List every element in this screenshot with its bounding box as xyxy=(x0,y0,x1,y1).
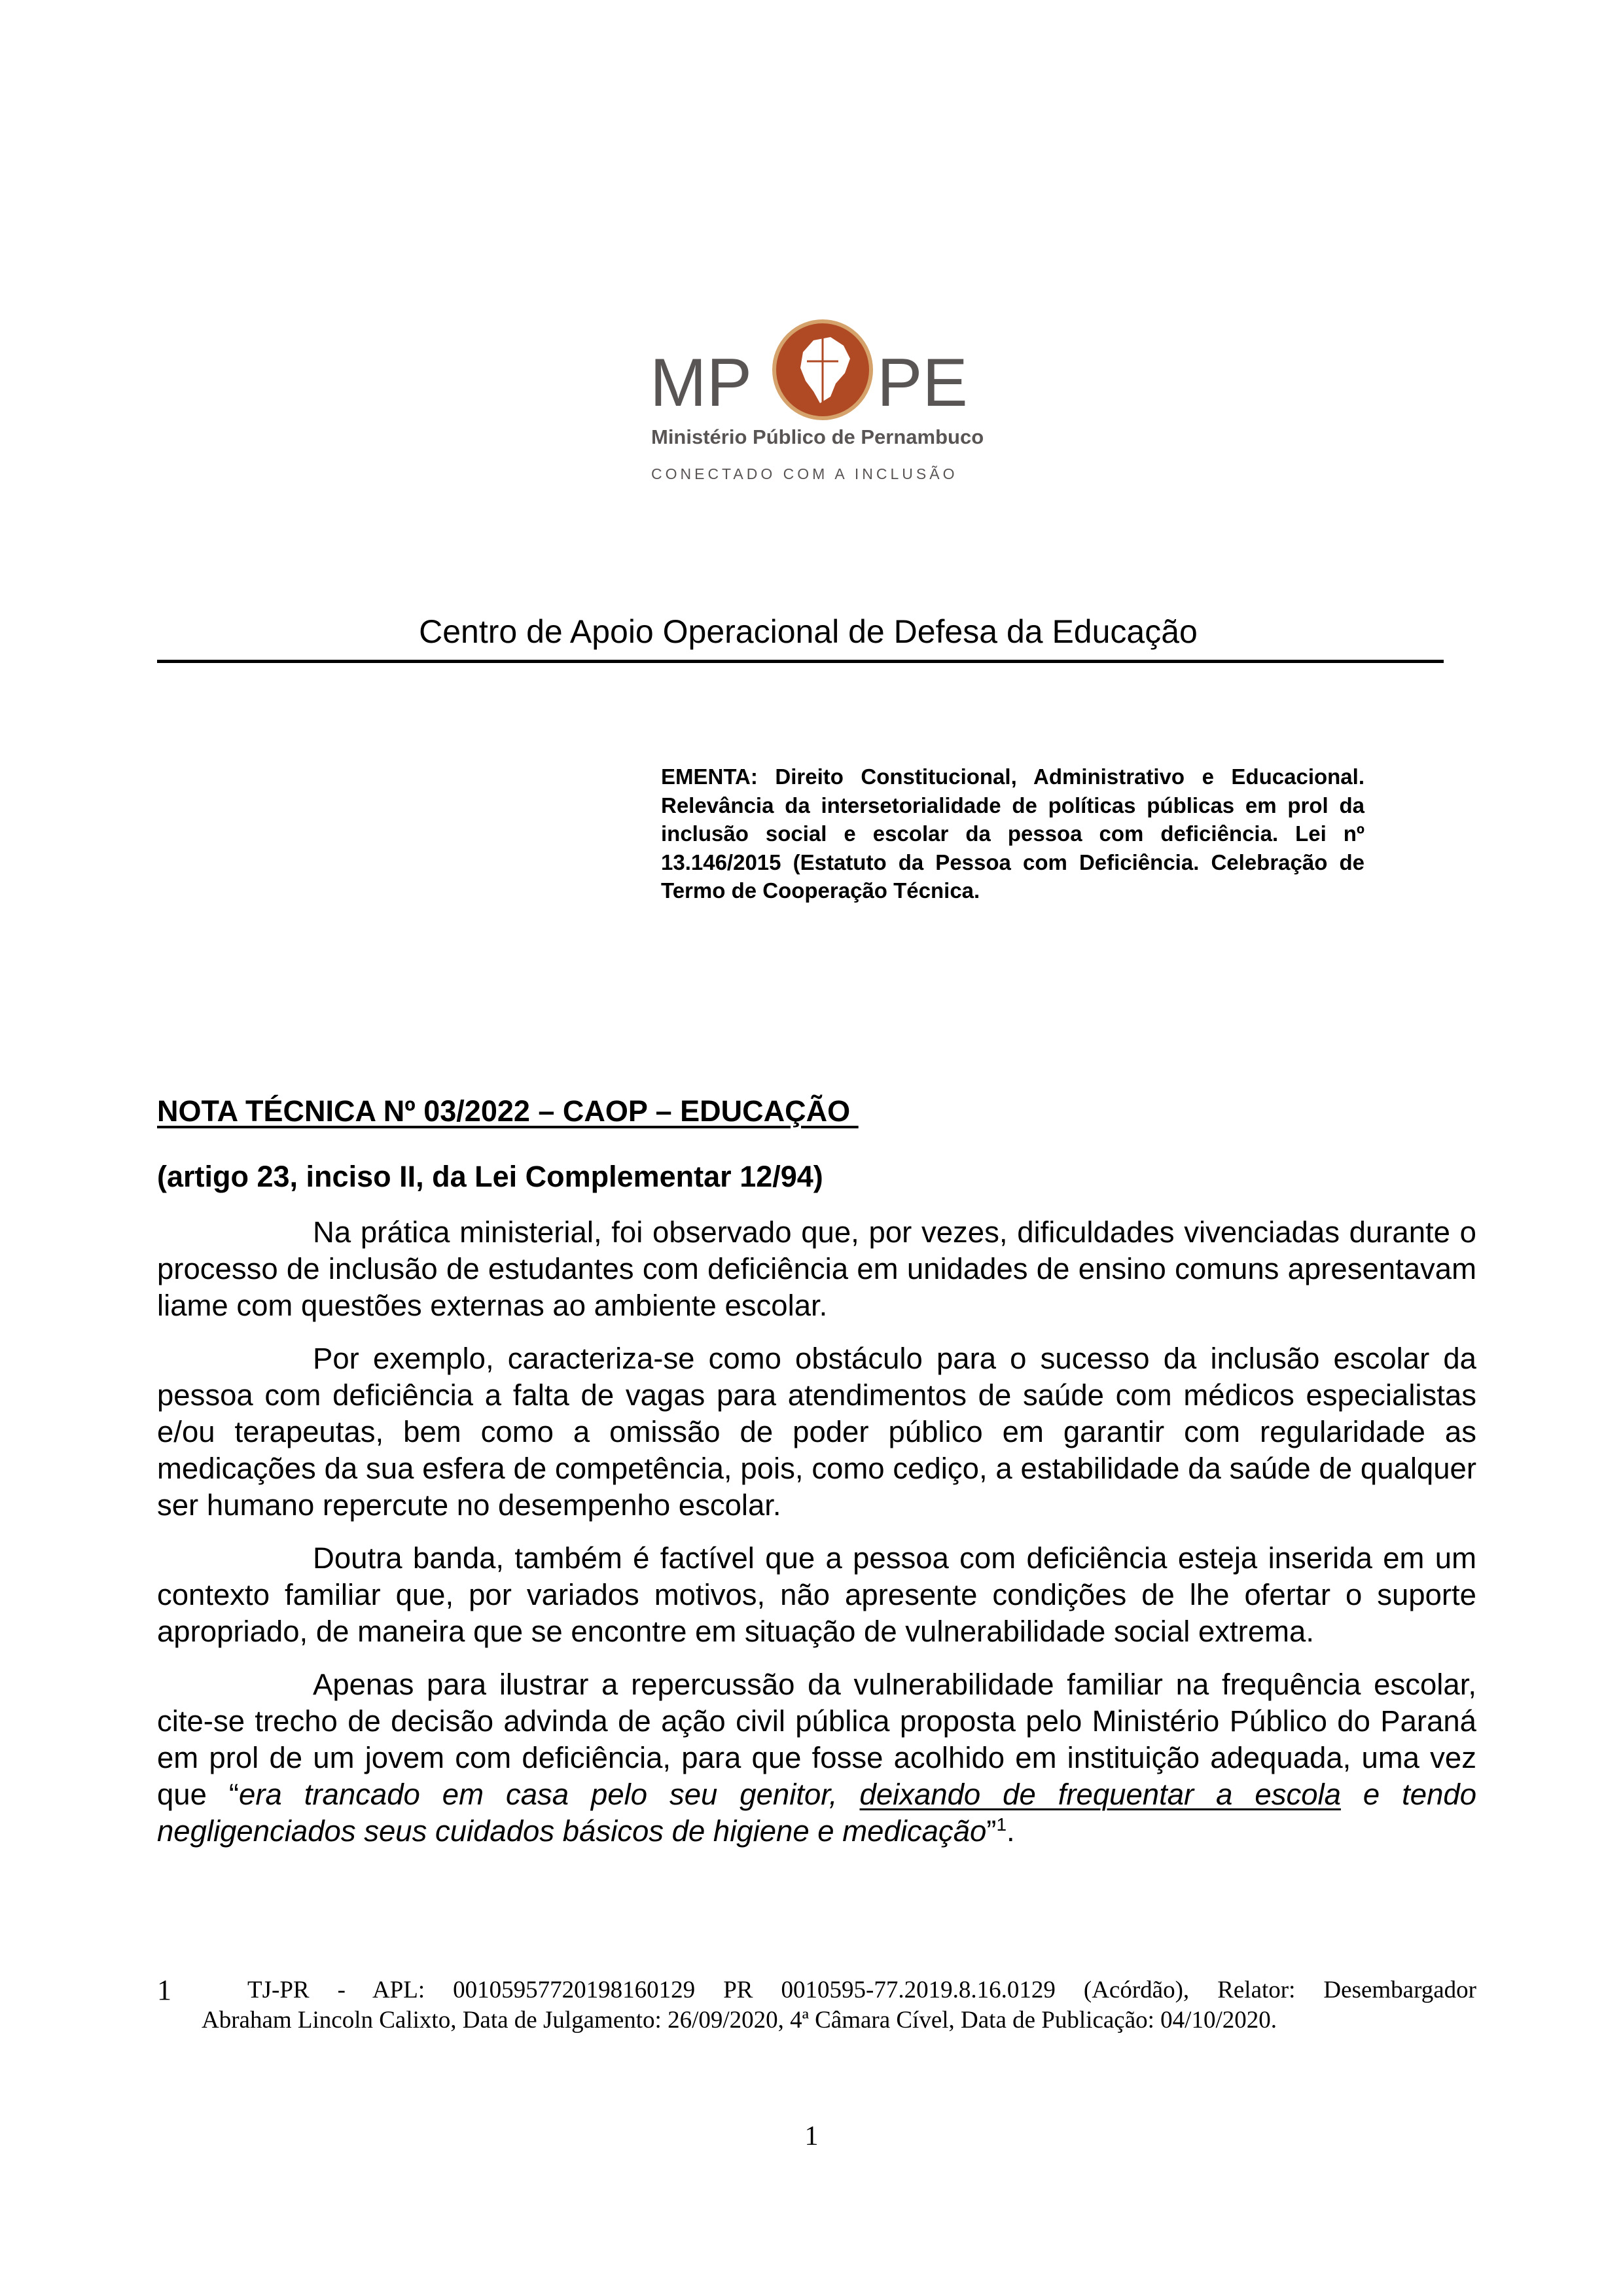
quote-close: ” xyxy=(986,1814,997,1848)
paragraph-1: Na prática ministerial, foi observado que, por vezes, dificuldades vivenciadas durante o processo de inclusão de estudantes com deficiência em unidades de ensino comuns apresentavam liame com questões externas ao ambiente escolar. xyxy=(157,1215,1476,1322)
page-number: 1 xyxy=(804,2121,819,2151)
ementa: EMENTA: Direito Constitucional, Administrativo e Educacional. Relevância da intersetorialidade de políticas públicas em prol da inclusão social e escolar da pessoa com deficiência. Lei nº 13.146/2015 (Estatuto da Pessoa com Deficiência. Celebração de Termo de Cooperação Técnica. xyxy=(661,764,1364,903)
footnote-number: 1 xyxy=(157,1974,171,2006)
nota-subtitle: (artigo 23, inciso II, da Lei Complementar 12/94) xyxy=(157,1160,823,1193)
title-divider xyxy=(157,660,1444,663)
quote-part-a: era trancado em casa pelo seu genitor, xyxy=(239,1778,860,1811)
paragraph-3: Doutra banda, também é factível que a pessoa com deficiência esteja inserida em um contexto familiar que, por variados motivos, não apresente condições de lhe ofertar o suporte apropriado, de maneira que se encontre em situação de vulnerabilidade social extrema. xyxy=(157,1541,1476,1648)
footnote-reference[interactable]: 1 xyxy=(996,1814,1007,1835)
footnote xyxy=(157,1975,1476,2036)
logo-tagline: CONECTADO COM A INCLUSÃO xyxy=(651,465,958,482)
logo-left-text: MP xyxy=(650,345,752,421)
quote-part-b: e tendo negligenciados seus cuidados básicos de higiene e medicação xyxy=(157,1778,1477,1848)
logo-right-text: PE xyxy=(877,345,968,421)
paragraph-4-text: Apenas para ilustrar a repercussão da vulnerabilidade familiar na frequência escolar, cite-se trecho de decisão advinda de ação civil pública proposta pelo Ministério Público do Paraná em prol de um jovem com deficiência, para que fosse acolhido em instituição adequada, uma vez que “ xyxy=(157,1668,1476,1811)
body-text xyxy=(157,1214,1476,1866)
mppe-logo xyxy=(645,308,998,491)
paragraph-4-end: . xyxy=(1007,1814,1015,1848)
center-title: Centro de Apoio Operacional de Defesa da Educação xyxy=(419,613,1198,650)
mppe-logo-graphic xyxy=(645,308,998,491)
quote-underlined: deixando de frequentar a escola xyxy=(859,1778,1341,1811)
quote xyxy=(157,1778,1476,1848)
paragraph-2: Por exemplo, caracteriza-se como obstáculo para o sucesso da inclusão escolar da pessoa com deficiência a falta de vagas para atendimentos de saúde com médicos especialistas e/ou terapeutas, bem como a omissão de poder público em garantir com regularidade as medicações da sua esfera de competência, pois, como cediço, a estabilidade da saúde de qualquer ser humano repercute no desempenho escolar. xyxy=(157,1342,1476,1522)
footnote-line-2: Abraham Lincoln Calixto, Data de Julgamento: 26/09/2020, 4ª Câmara Cível, Data de Publicação: 04/10/2020. xyxy=(202,2007,1277,2034)
logo-subtitle: Ministério Público de Pernambuco xyxy=(651,425,984,448)
paragraph-4 xyxy=(157,1666,1476,1850)
footnote-line-1: TJ-PR - APL: 00105957720198160129 PR 0010595-77.2019.8.16.0129 (Acórdão), Relator: Desembargador xyxy=(247,1977,1476,2003)
nota-title: NOTA TÉCNICA Nº 03/2022 – CAOP – EDUCAÇÃO xyxy=(157,1094,859,1128)
